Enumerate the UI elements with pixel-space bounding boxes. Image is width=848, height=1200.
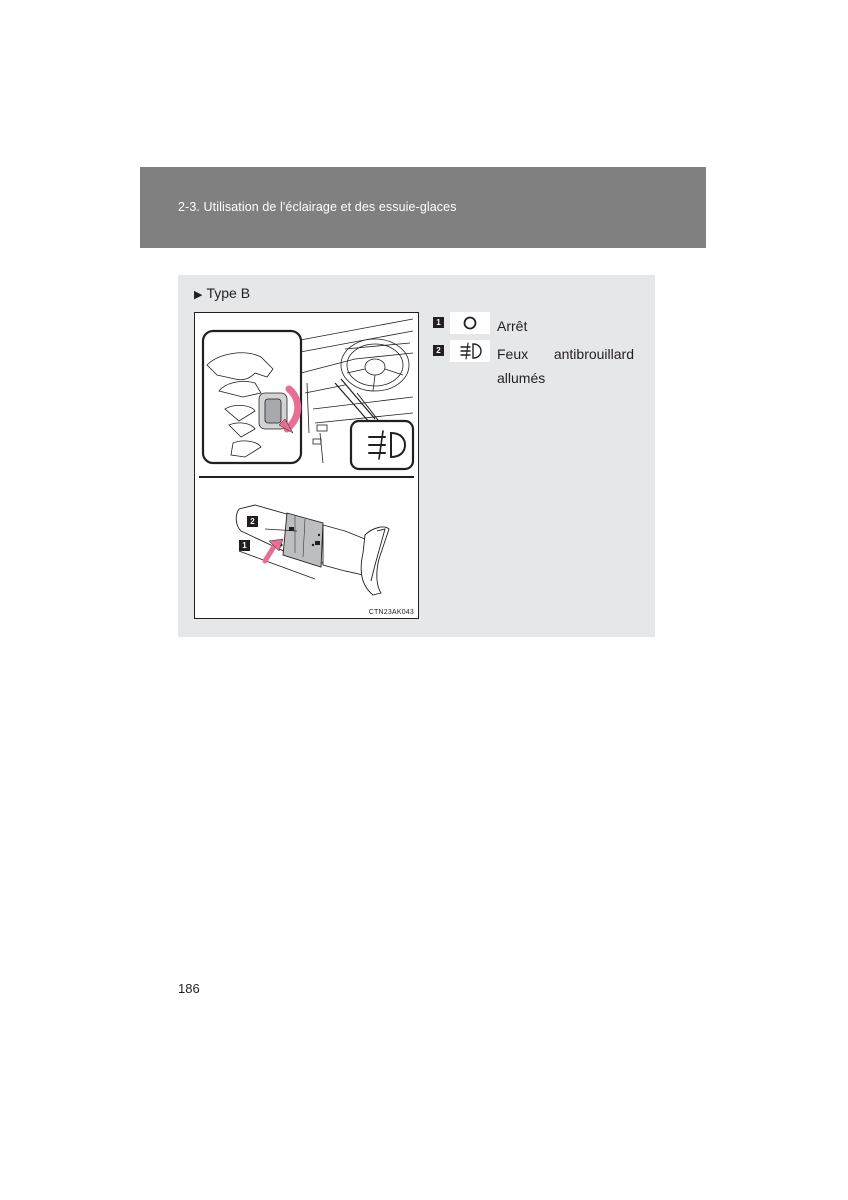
fog-light-icon (450, 340, 490, 362)
figure-code: CTN23AK043 (368, 609, 414, 616)
section-title: 2-3. Utilisation de l'éclairage et des essuie-glaces (178, 200, 457, 214)
legend-number: 1 (433, 317, 444, 328)
legend-label (497, 342, 634, 390)
type-heading-label: Type B (206, 285, 251, 301)
type-b-panel (178, 275, 655, 637)
section-header-band (140, 167, 706, 248)
legend-label: Arrêt (497, 318, 528, 334)
off-circle-icon (450, 312, 490, 334)
legend-label-line2: allumés (497, 370, 546, 386)
callout-1-badge: 1 (239, 540, 250, 551)
fog-light-switch-illustration (194, 312, 419, 619)
arrow-right-icon: ▶ (194, 289, 203, 301)
legend-label-line1: Feux antibrouillard (497, 346, 634, 362)
callout-2-badge: 2 (247, 516, 258, 527)
illustration-drawing (195, 313, 418, 618)
type-heading (194, 285, 250, 301)
legend-number: 2 (433, 345, 444, 356)
page-number: 186 (178, 981, 200, 996)
